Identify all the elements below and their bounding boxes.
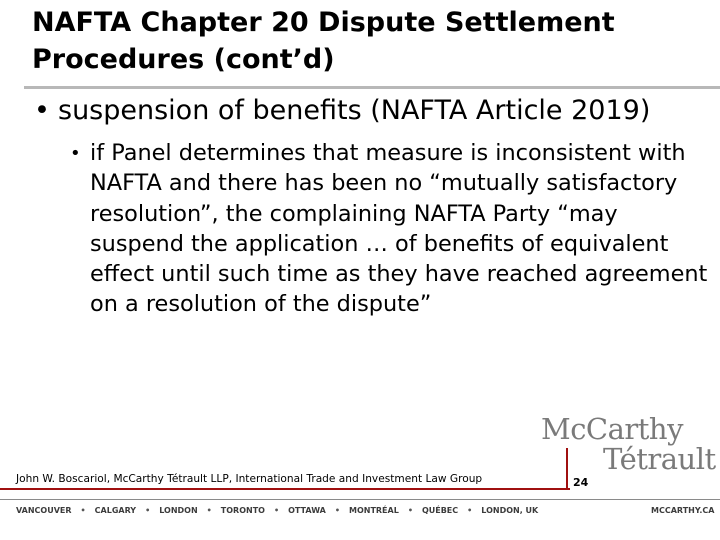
office-city: CALGARY — [94, 506, 137, 515]
office-city: VANCOUVER — [16, 506, 72, 515]
office-city: QUÉBEC — [421, 506, 459, 515]
title-divider — [24, 86, 720, 89]
city-separator: • — [467, 506, 473, 515]
office-city: MONTRÉAL — [348, 506, 399, 515]
city-separator: • — [145, 506, 151, 515]
office-cities-list — [16, 504, 711, 518]
office-city: TORONTO — [220, 506, 265, 515]
city-separator: • — [273, 506, 280, 515]
city-separator: • — [334, 506, 340, 515]
presenter-credit: John W. Boscariol, McCarthy Tétrault LLP, International Trade and Investment Law Group — [16, 473, 483, 485]
bullet-marker: • — [70, 143, 81, 164]
slide-title: NAFTA Chapter 20 Dispute Settlement Procedures (cont’d) — [32, 7, 615, 75]
logo-line-1: McCarthy — [541, 412, 683, 446]
page-number: 24 — [573, 476, 589, 489]
city-separator: • — [80, 506, 86, 515]
office-city: LONDON, UK — [481, 506, 539, 515]
city-separator: • — [407, 506, 413, 515]
office-city: LONDON — [159, 506, 198, 515]
bullet-2-text: if Panel determines that measure is inconsistent with NAFTA and there has been no “mutually satisfactory resolution”, the complaining NAFTA Party “may suspend the application … of benefits of equivalent effect until such time as they have reached agreement on a resolution of the dispute” — [90, 140, 708, 318]
website-label: MCCARTHY.CA — [651, 506, 715, 515]
bullet-marker: • — [34, 95, 50, 126]
logo-line-2: Tétrault — [603, 442, 716, 476]
bullet-1-text: suspension of benefits (NAFTA Article 2019) — [58, 95, 651, 126]
footer-red-tick — [566, 448, 568, 490]
footer-red-rule — [0, 488, 570, 490]
office-city: OTTAWA — [288, 506, 326, 515]
city-separator: • — [206, 506, 212, 515]
footer-gray-rule — [0, 499, 720, 500]
mccarthy-tetrault-logo — [541, 412, 716, 476]
